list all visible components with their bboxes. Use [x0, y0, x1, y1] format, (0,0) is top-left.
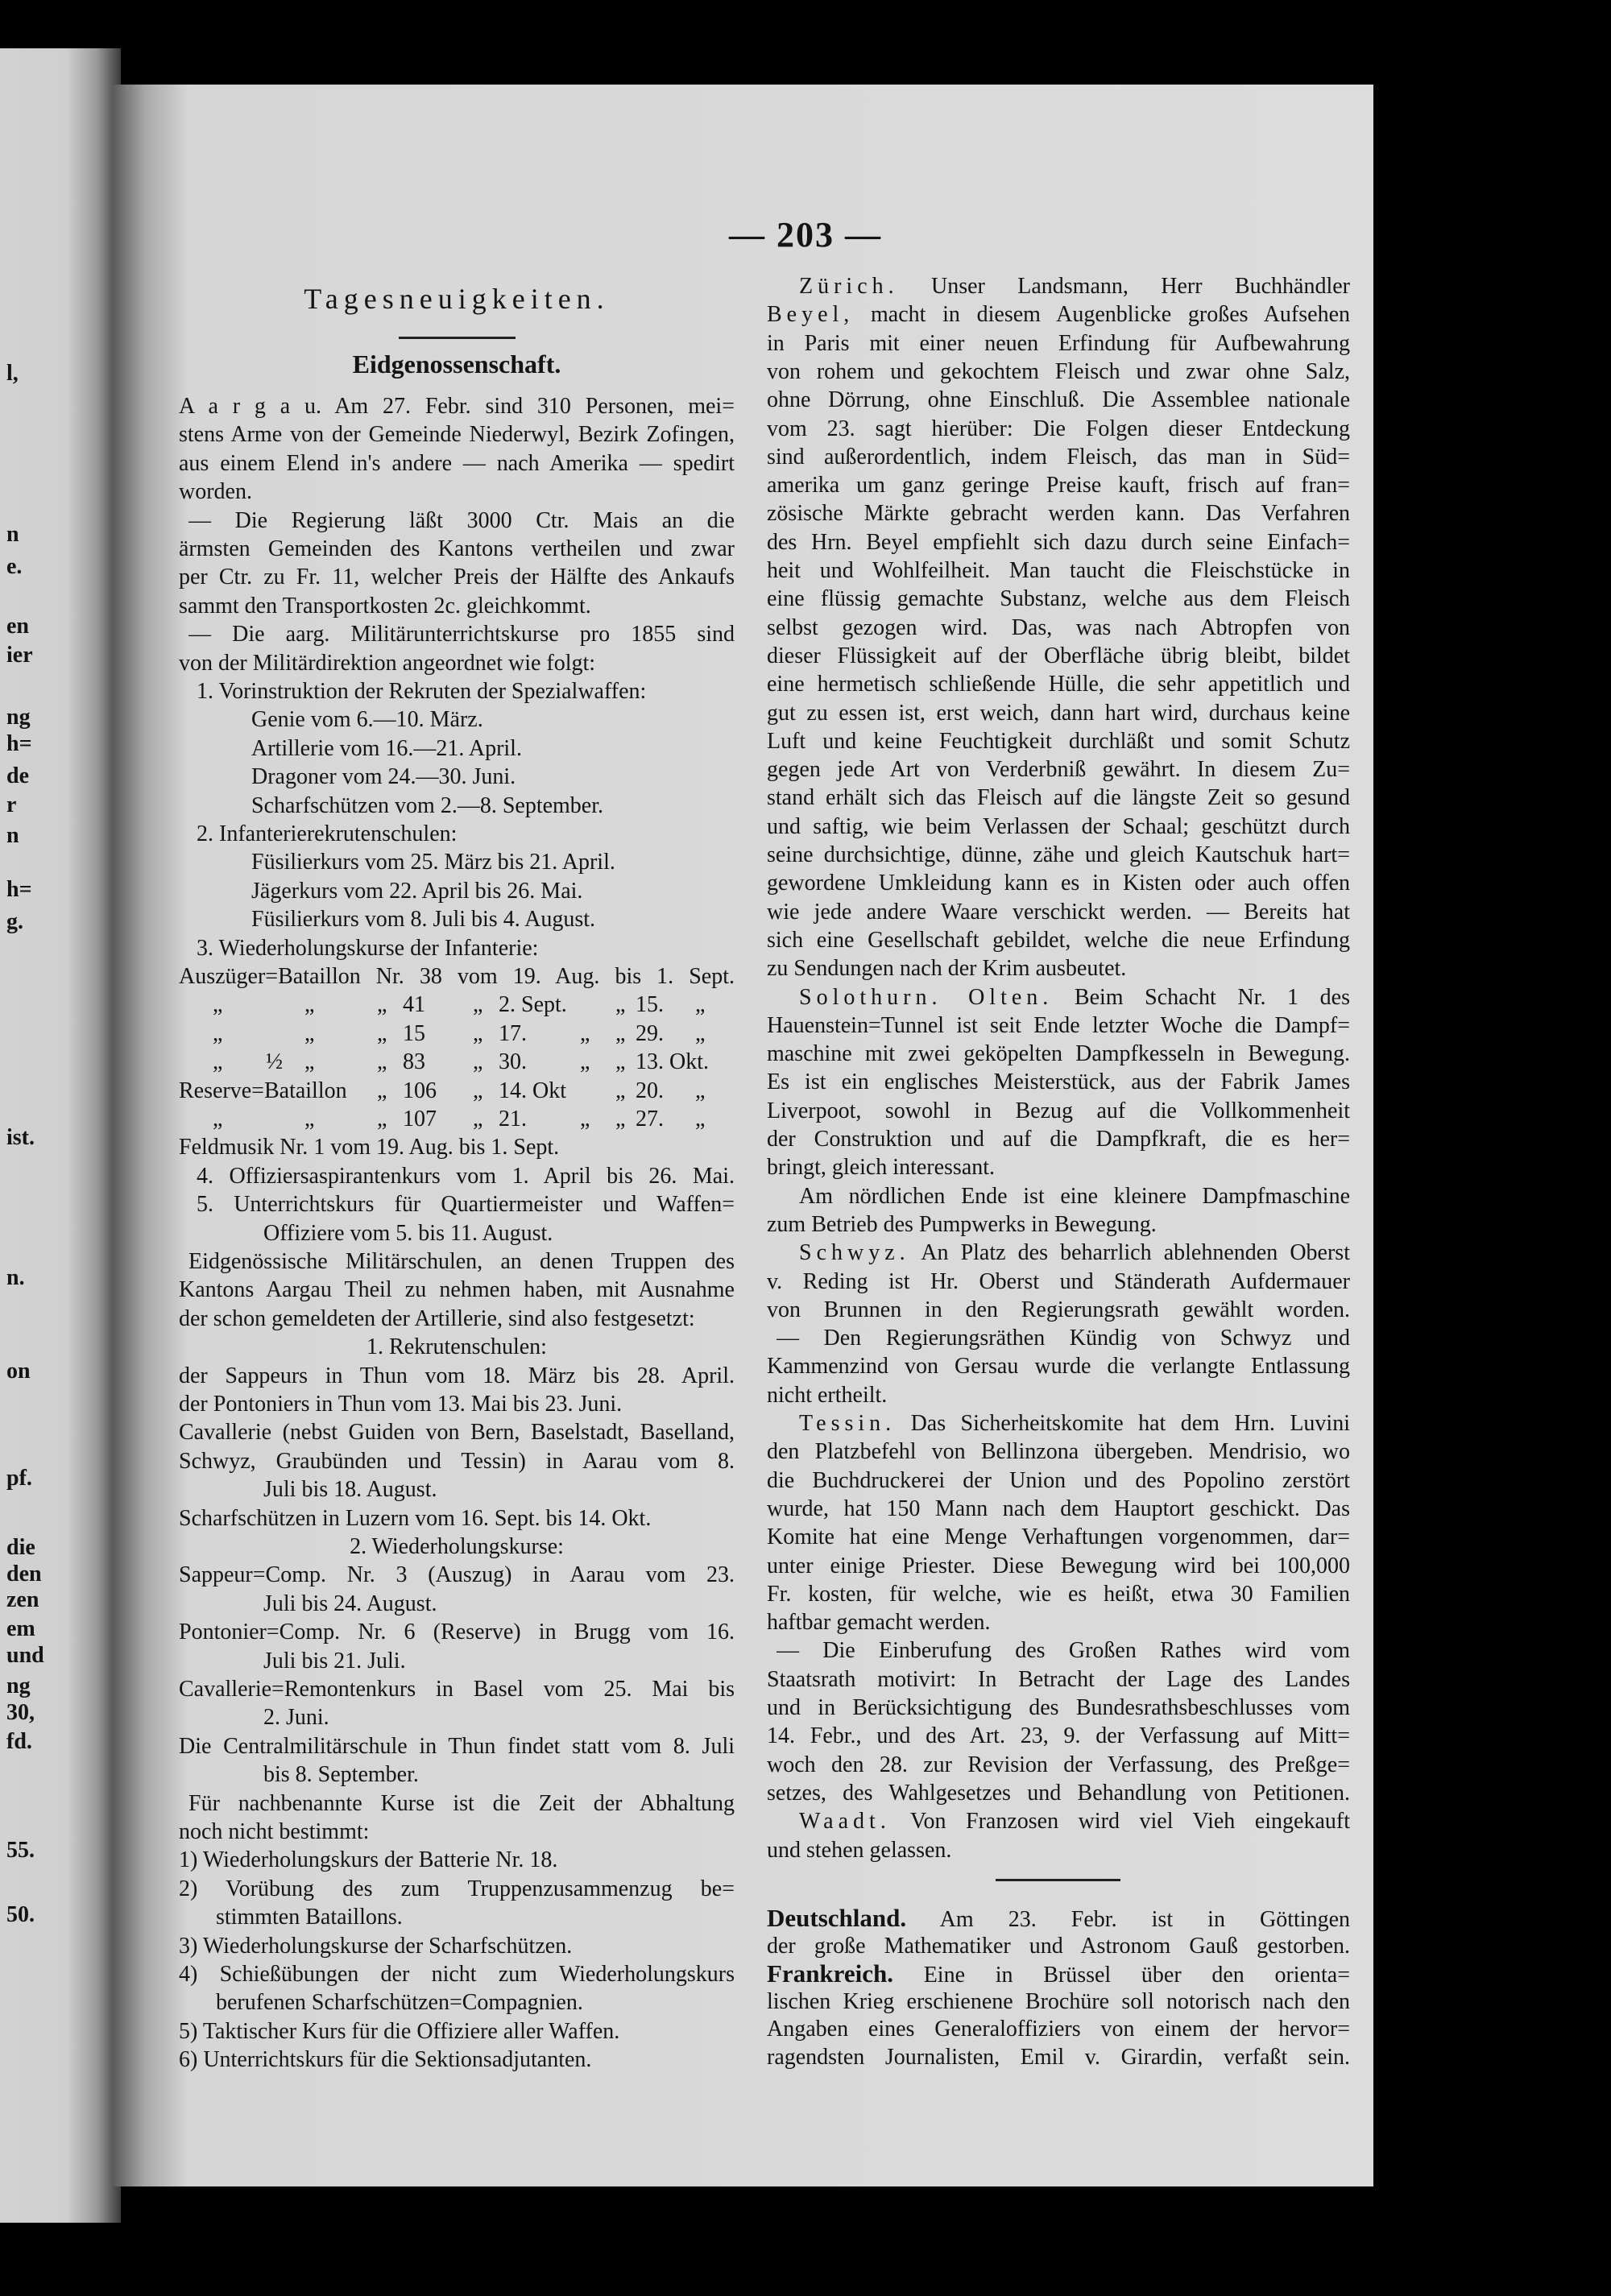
margin-fragment: g. [6, 909, 23, 934]
text-line: bis 8. September. [263, 1762, 419, 1788]
text-line: Fr. kosten, für welche, wie es heißt, etwa 30 Familien [767, 1581, 1350, 1607]
text-line: Jägerkurs vom 22. April bis 26. Mai. [251, 878, 583, 904]
text-line-rest: Am 23. Febr. ist in Göttingen [939, 1907, 1350, 1932]
text-line-rest: Eine in Brüssel über den orienta= [923, 1963, 1350, 1988]
text-line: 3. Wiederholungskurse der Infanterie: [197, 935, 539, 961]
text-line: unter einige Priester. Diese Bewegung wird bei 100,000 [767, 1553, 1350, 1578]
text-line: Komite hat eine Menge Verhaftungen vorgenommen, dar= [767, 1524, 1350, 1550]
place-heading: Solothurn. Olten. [799, 984, 1054, 1010]
text-line: die Buchdruckerei der Union und des Popolino zerstört [767, 1467, 1350, 1493]
country-heading: Frankreich. [767, 1959, 893, 1988]
text-line: setzes, des Wahlgesetzes und Behandlung von Petitionen. [767, 1780, 1350, 1806]
text-line: — Die Einberufung des Großen Rathes wird vom [777, 1638, 1350, 1664]
text-line: Füsilierkurs vom 25. März bis 21. April. [251, 850, 615, 875]
text-line: 2. Juni. [263, 1705, 329, 1731]
text-line: Die Centralmilitärschule in Thun findet statt vom 8. Juli [179, 1733, 735, 1759]
text-line: dieser Flüssigkeit auf der Oberfläche übrig bleibt, bildet [767, 643, 1350, 668]
margin-fragment: h= [6, 731, 32, 756]
table-cell: „ [695, 1078, 706, 1103]
margin-fragment: n. [6, 1265, 25, 1290]
text-line: zum Betrieb des Pumpwerks in Bewegung. [767, 1211, 1157, 1237]
country-heading: Deutschland. [767, 1904, 907, 1932]
text-line: der Sappeurs in Thun vom 18. März bis 28. April. [179, 1363, 735, 1388]
text-line: wie jede andere Waare verschickt werden. — Bereits hat [767, 899, 1350, 925]
text-line: zösische Märkte gebracht werden kann. Das Verfahren [767, 501, 1350, 527]
margin-fragment: em [6, 1616, 35, 1641]
text-line: der große Mathematiker und Astronom Gauß gestorben. [767, 1933, 1350, 1959]
table-row [179, 1077, 735, 1106]
text-line: 4. Offiziersaspirantenkurs vom 1. April bis 26. Mai. [197, 1163, 735, 1189]
text-line: amerika um ganz geringe Preise kauft, frisch auf fran= [767, 473, 1350, 499]
text-line: eine hermetisch schließende Hülle, die sehr appetitlich und [767, 672, 1350, 697]
text-line: Kantons Aargau Theil zu nehmen haben, mit Ausnahme [179, 1277, 735, 1303]
table-cell: 2. Sept. [499, 992, 567, 1018]
margin-fragment: pf. [6, 1466, 32, 1491]
text-line: Staatsrath motivirt: In Betracht der Lage des Landes [767, 1666, 1350, 1692]
text-line: von rohem und gekochtem Fleisch und zwar ohne Salz, [767, 358, 1350, 384]
section-title: Tagesneuigkeiten. [304, 283, 610, 315]
table-cell: „ [615, 1020, 626, 1046]
table-cell: „ [473, 1107, 483, 1131]
margin-fragment: den [6, 1562, 42, 1587]
text-line: der schon gemeldeten der Artillerie, sind also festgesetzt: [179, 1305, 695, 1331]
table-cell: Reserve=Bataillon [179, 1078, 347, 1103]
table-cell: ½ [266, 1049, 283, 1075]
table-cell: „ [213, 1049, 223, 1075]
margin-fragment: 55. [6, 1838, 35, 1863]
table-cell: „ [304, 1020, 315, 1046]
table-cell: „ [615, 992, 626, 1018]
margin-fragment: 50. [6, 1902, 35, 1927]
table-cell: „ [473, 1049, 483, 1075]
text-line-rest: macht in diesem Augenblicke großes Aufsehen [871, 302, 1350, 328]
text-line: Für nachbenannte Kurse ist die Zeit der Abhaltung [188, 1790, 735, 1816]
text-line: worden. [179, 479, 252, 505]
table-cell: 27. [636, 1107, 664, 1131]
margin-fragment: e. [6, 554, 23, 579]
table-cell: 17. [499, 1020, 527, 1046]
text-line: und stehen gelassen. [767, 1837, 952, 1863]
text-line: haftbar gemacht werden. [767, 1610, 991, 1636]
text-line: gegen jede Art von Verderbniß gewährt. In diesem Zu= [767, 757, 1350, 783]
text-line [799, 272, 1350, 301]
table-cell: „ [615, 1049, 626, 1075]
text-line: von Brunnen in den Regierungsrath gewählt worden. [767, 1297, 1350, 1322]
text-line: gut zu essen ist, erst weich, dann hart wird, durchaus keine [767, 700, 1350, 726]
text-line-rest: Beim Schacht Nr. 1 des [1074, 984, 1350, 1010]
text-line: aus einem Elend in's andere — nach Amerika — spedirt [179, 450, 735, 476]
text-line: Juli bis 21. Juli. [263, 1648, 406, 1673]
place-heading: Waadt. [799, 1809, 891, 1835]
table-cell: „ [580, 1020, 590, 1046]
text-line [799, 1239, 1350, 1268]
text-line: Füsilierkurs vom 8. Juli bis 4. August. [251, 907, 596, 933]
text-line: noch nicht bestimmt: [179, 1819, 370, 1844]
table-cell: „ [695, 992, 706, 1018]
text-line: A a r g a u. Am 27. Febr. sind 310 Personen, mei= [179, 394, 735, 419]
text-line: Angaben eines Generaloffiziers von einem der hervor= [767, 2017, 1350, 2042]
table-cell: „ [377, 1049, 387, 1075]
text-line: Auszüger=Bataillon Nr. 38 vom 19. Aug. bis 1. Sept. [179, 964, 735, 989]
table-cell: 21. [499, 1107, 527, 1131]
table-cell: 15. [636, 992, 664, 1018]
text-line: Pontonier=Comp. Nr. 6 (Reserve) in Brugg vom 16. [179, 1620, 735, 1645]
text-line: lischen Krieg erschienene Brochüre soll notorisch nach den [767, 1988, 1350, 2014]
text-line: sich eine Gesellschaft gebildet, welche die neue Erfindung [767, 927, 1350, 953]
margin-fragment: n [6, 522, 19, 547]
text-line-rest: Unser Landsmann, Herr Buchhändler [931, 274, 1350, 299]
text-line: Sappeur=Comp. Nr. 3 (Auszug) in Aarau vom 23. [179, 1562, 735, 1588]
text-line-rest: An Platz des beharrlich ablehnenden Oberst [921, 1240, 1350, 1266]
text-line: 1) Wiederholungskurs der Batterie Nr. 18. [179, 1847, 558, 1873]
table-cell: „ [580, 1049, 590, 1075]
text-line: Genie vom 6.—10. März. [251, 707, 483, 733]
text-line: sind außerordentlich, indem Fleisch, das man in Süd= [767, 444, 1350, 470]
title-divider [399, 337, 516, 339]
table-cell: „ [377, 992, 387, 1018]
table-cell: „ [213, 992, 223, 1018]
text-line [799, 1807, 1350, 1836]
text-line: Hauenstein=Tunnel ist seit Ende letzter Woche die Dampf= [767, 1012, 1350, 1038]
table-cell: „ [580, 1107, 590, 1131]
table-cell: 13. Okt. [636, 1049, 709, 1075]
text-line: in Paris mit einer neuen Erfindung für Aufbewahrung [767, 330, 1350, 356]
text-line: woch den 28. zur Revision der Verfassung, des Preßge= [767, 1752, 1350, 1777]
text-line: heit und Wohlfeilheit. Man taucht die Fleischstücke in [767, 558, 1350, 583]
margin-fragment: ng [6, 705, 31, 730]
page-number: — 203 — [729, 215, 882, 254]
text-line: 1. Rekrutenschulen: [367, 1334, 547, 1360]
text-line: und saftig, wie beim Verlassen der Schaal; geschützt durch [767, 813, 1350, 839]
text-line: Cavallerie=Remontenkurs in Basel vom 25. Mai bis [179, 1677, 735, 1702]
text-line: Offiziere vom 5. bis 11. August. [263, 1220, 553, 1246]
table-cell: „ [213, 1020, 223, 1046]
text-line: Luft und keine Feuchtigkeit durchläßt und somit Schutz [767, 728, 1350, 754]
text-line [799, 1409, 1350, 1438]
text-line [767, 1959, 1350, 1988]
text-line: Juli bis 24. August. [263, 1591, 437, 1616]
table-cell: „ [377, 1107, 387, 1131]
subsection-title: Eidgenossenschaft. [352, 350, 561, 379]
table-cell: 20. [636, 1078, 664, 1103]
table-cell: 14. Okt [499, 1078, 566, 1103]
table-cell: „ [377, 1020, 387, 1046]
table-cell: „ [695, 1020, 706, 1046]
margin-fragment: h= [6, 877, 32, 902]
table-row [179, 1048, 735, 1077]
text-line: Es ist ein englisches Meisterstück, aus der Fabrik James [767, 1069, 1350, 1095]
table-cell: 107 [403, 1107, 437, 1131]
text-line: Juli bis 18. August. [263, 1477, 437, 1503]
margin-fragment: l, [6, 361, 19, 386]
text-line: von der Militärdirektion angeordnet wie folgt: [179, 650, 596, 676]
previous-page-edge [0, 48, 121, 2223]
margin-fragment: on [6, 1359, 31, 1384]
text-line: Feldmusik Nr. 1 vom 19. Aug. bis 1. Sept. [179, 1135, 560, 1160]
text-line: gewordene Umkleidung kann es in Kisten oder auch offen [767, 871, 1350, 896]
text-line: 14. Febr., und des Art. 23, 9. der Verfassung auf Mitt= [767, 1723, 1350, 1749]
table-cell: „ [213, 1107, 223, 1131]
text-line: sammt den Transportkosten 2c. gleichkommt. [179, 593, 591, 618]
table-cell: 29. [636, 1020, 664, 1046]
table-cell: „ [615, 1107, 626, 1131]
text-line: ragendsten Journalisten, Emil v. Girardin, verfaßt sein. [767, 2045, 1350, 2070]
table-cell: „ [304, 1107, 315, 1131]
text-line: 2) Vorübung des zum Truppenzusammenzug be= [179, 1876, 735, 1901]
text-line: stand erhält sich das Fleisch auf die längste Zeit so gesund [767, 785, 1350, 811]
table-row [179, 991, 735, 1020]
text-line: — Die aarg. Militärunterrichtskurse pro 1855 sind [188, 622, 735, 647]
table-cell: „ [377, 1078, 387, 1103]
margin-fragment: ng [6, 1673, 31, 1698]
table-cell: „ [615, 1078, 626, 1103]
text-line: maschine mit zwei geköpelten Dampfkesseln in Bewegung. [767, 1041, 1350, 1067]
text-line [767, 1904, 1350, 1933]
text-line: selbst gezogen wird. Das, was nach Abtropfen von [767, 614, 1350, 640]
text-line: — Die Regierung läßt 3000 Ctr. Mais an die [188, 507, 735, 533]
margin-fragment: ist. [6, 1125, 35, 1150]
text-line: berufenen Scharfschützen=Compagnien. [216, 1990, 583, 2016]
text-line [767, 300, 1350, 329]
text-line [799, 983, 1350, 1012]
text-line: den Platzbefehl von Bellinzona übergeben. Mendrisio, wo [767, 1439, 1350, 1465]
text-line: 3) Wiederholungskurse der Scharfschützen. [179, 1933, 573, 1959]
text-line: Dragoner vom 24.—30. Juni. [251, 764, 516, 790]
text-line: bringt, gleich interessant. [767, 1155, 996, 1181]
margin-fragment: en [6, 614, 29, 639]
text-line: 1. Vorinstruktion der Rekruten der Spezialwaffen: [197, 679, 647, 704]
table-cell: „ [473, 1078, 483, 1103]
text-line: stens Arme von der Gemeinde Niederwyl, Bezirk Zofingen, [179, 422, 735, 448]
text-line: ärmsten Gemeinden des Kantons vertheilen und zwar [179, 536, 735, 561]
text-line-rest: Von Franzosen wird viel Vieh eingekauft [909, 1809, 1350, 1835]
text-line: 2. Infanterierekrutenschulen: [197, 821, 458, 846]
margin-fragment: 30, [6, 1700, 35, 1725]
margin-fragment: n [6, 823, 19, 848]
table-cell: „ [304, 992, 315, 1018]
text-line: stimmten Bataillons. [216, 1905, 403, 1930]
text-line: und in Berücksichtigung des Bundesrathsbeschlusses vom [767, 1695, 1350, 1720]
place-heading: Tessin. [799, 1411, 897, 1436]
text-line: Cavallerie (nebst Guiden von Bern, Baselstadt, Baselland, [179, 1420, 735, 1446]
text-line: Kammenzind von Gersau wurde die verlangte Entlassung [767, 1354, 1350, 1380]
table-cell: 15 [403, 1020, 425, 1046]
text-line: der Pontoniers in Thun vom 13. Mai bis 23. Juni. [179, 1392, 623, 1417]
text-line: 4) Schießübungen der nicht zum Wiederholungskurs [179, 1962, 735, 1987]
text-line: 2. Wiederholungskurse: [350, 1534, 564, 1559]
text-line: Schwyz, Graubünden und Tessin) in Aarau vom 8. [179, 1448, 735, 1474]
text-line: vom 23. sagt hierüber: Die Folgen dieser Entdeckung [767, 416, 1350, 441]
text-line: wurde, hat 150 Mann nach dem Hauptort geschickt. Das [767, 1496, 1350, 1521]
text-line: der Construktion und auf die Dampfkraft, die es her= [767, 1127, 1350, 1152]
text-line: Liverpoot, sowohl in Bezug auf die Vollkommenheit [767, 1098, 1350, 1123]
text-line: per Ctr. zu Fr. 11, welcher Preis der Hälfte des Ankaufs [179, 565, 735, 590]
section-divider [996, 1879, 1120, 1881]
place-heading: Beyel, [767, 302, 855, 328]
margin-fragment: und [6, 1643, 44, 1668]
table-cell: „ [473, 992, 483, 1018]
text-line: 5. Unterrichtskurs für Quartiermeister und Waffen= [197, 1192, 735, 1218]
text-line: Scharfschützen vom 2.—8. September. [251, 792, 604, 818]
text-line-rest: Das Sicherheitskomite hat dem Hrn. Luvini [910, 1411, 1350, 1436]
text-line: Am nördlichen Ende ist eine kleinere Dampfmaschine [799, 1183, 1350, 1209]
place-heading: Zürich. [799, 274, 899, 299]
margin-fragment: die [6, 1535, 35, 1560]
table-row [179, 1105, 735, 1134]
text-line: 5) Taktischer Kurs für die Offiziere aller Waffen. [179, 2018, 620, 2044]
table-cell: 30. [499, 1049, 527, 1075]
table-cell: 41 [403, 992, 425, 1018]
margin-fragment: r [6, 792, 17, 817]
table-row [179, 1020, 735, 1049]
text-line: zu Sendungen nach der Krim ausbeutet. [767, 956, 1127, 982]
margin-fragment: fd. [6, 1729, 32, 1754]
text-line: des Hrn. Beyel empfiehlt sich dazu durch seine Einfach= [767, 529, 1350, 555]
margin-fragment: ier [6, 643, 33, 668]
table-cell: „ [304, 1049, 315, 1075]
text-line: v. Reding ist Hr. Oberst und Ständerath Aufdermauer [767, 1268, 1350, 1294]
text-line: Scharfschützen in Luzern vom 16. Sept. bis 14. Okt. [179, 1505, 652, 1531]
text-line: ohne Dörrung, ohne Einschluß. Die Assemblee nationale [767, 387, 1350, 413]
text-line: nicht ertheilt. [767, 1382, 888, 1408]
margin-fragment: de [6, 763, 29, 788]
text-line: eine flüssig gemachte Substanz, welche aus dem Fleisch [767, 586, 1350, 612]
text-line: Eidgenössische Militärschulen, an denen Truppen des [188, 1249, 735, 1274]
table-cell: „ [695, 1107, 706, 1131]
table-cell: 83 [403, 1049, 425, 1075]
place-heading: Schwyz. [799, 1240, 910, 1266]
text-line: 6) Unterrichtskurs für die Sektionsadjutanten. [179, 2047, 592, 2073]
table-cell: „ [473, 1020, 483, 1046]
text-line: — Den Regierungsräthen Kündig von Schwyz und [777, 1326, 1350, 1351]
text-line: Artillerie vom 16.—21. April. [251, 735, 522, 761]
margin-fragment: zen [6, 1587, 39, 1612]
table-cell: 106 [403, 1078, 437, 1103]
text-line: seine durchsichtige, dünne, zähe und gleich Kautschuk hart= [767, 842, 1350, 867]
